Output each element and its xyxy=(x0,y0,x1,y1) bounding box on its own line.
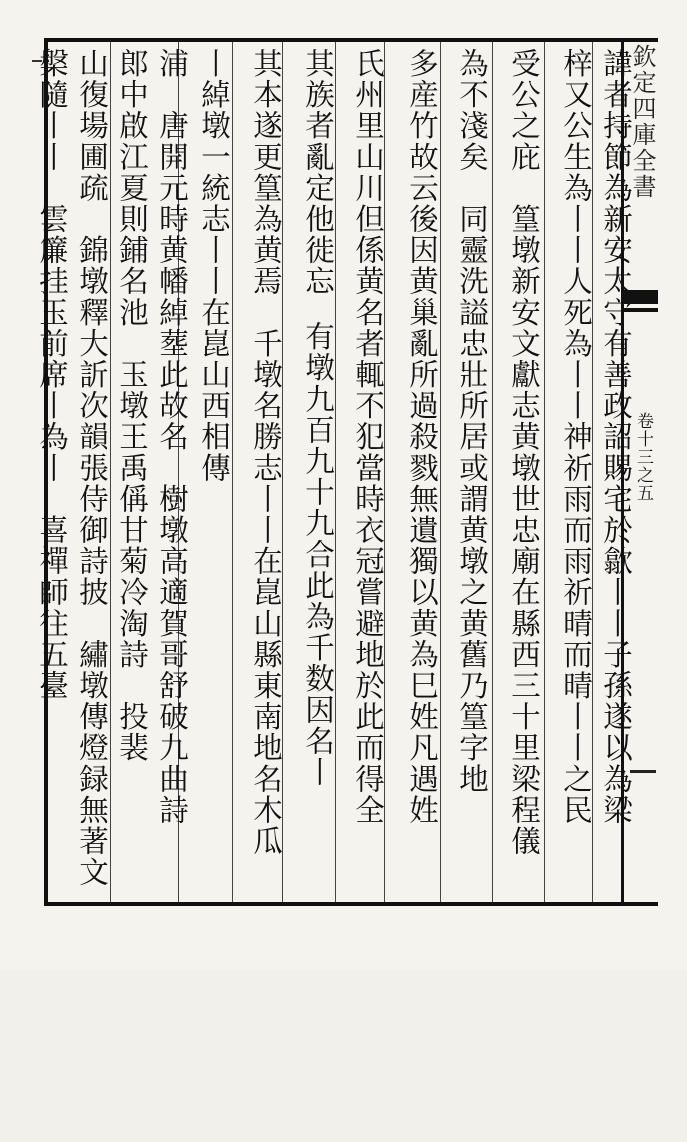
column-rule xyxy=(492,42,493,902)
text-column: 浦 唐開元時黄幡綽塟此故名 樹墩高適賀哥舒破九曲詩 xyxy=(155,48,189,826)
text-column: 其族者亂定他徙忘 xyxy=(301,48,335,297)
text-column: 有墩九百九十九合此為千数因名丨 xyxy=(301,290,335,788)
text-column: 為不淺矣 同靈洗謚忠壯所居或謂黄墩之黄舊乃篁字地 xyxy=(455,48,489,795)
text-column: 諱者持節為新安太守有善政詔賜宅於歙丨丨子孫遂以為梁 xyxy=(599,48,633,826)
text-column: 受公之庇 篁墩新安文獻志黄墩世忠廟在縣西三十里梁程儀 xyxy=(507,48,541,857)
text-column: 其本遂更篁為黄焉 千墩名勝志丨丨在崑山縣東南地名木瓜 xyxy=(249,48,283,857)
text-column: 郎中啟江夏則鋪名池 玉墩王禹偁甘菊冷淘詩 投裴 xyxy=(115,48,149,764)
text-column: 氏州里山川但係黄名者輒不犯當時衣冠嘗避地於此而得全 xyxy=(351,48,385,826)
text-column: 山復場圃疏 錦墩釋大訢次韻張侍御詩披 繡墩傳燈録無著文 xyxy=(75,48,109,888)
text-column: 丨綽墩一統志丨丨在崑山西相傳 xyxy=(197,48,231,484)
column-rule xyxy=(544,42,545,902)
text-column: 梓又公生為丨丨人死為丨丨神祈雨而雨祈晴而晴丨丨之民 xyxy=(559,48,593,826)
text-column: 槃隨丨丨 雲簾挂玉前席丨為丨 喜禪師往五臺 xyxy=(35,48,69,702)
book-title: 欽定四庫全書 xyxy=(628,44,656,200)
text-column: 多産竹故云後因黄巢亂所過殺戮無遺獨以黄為巳姓凡遇姓 xyxy=(405,48,439,826)
juan-number: 卷十三之五 xyxy=(633,412,653,502)
